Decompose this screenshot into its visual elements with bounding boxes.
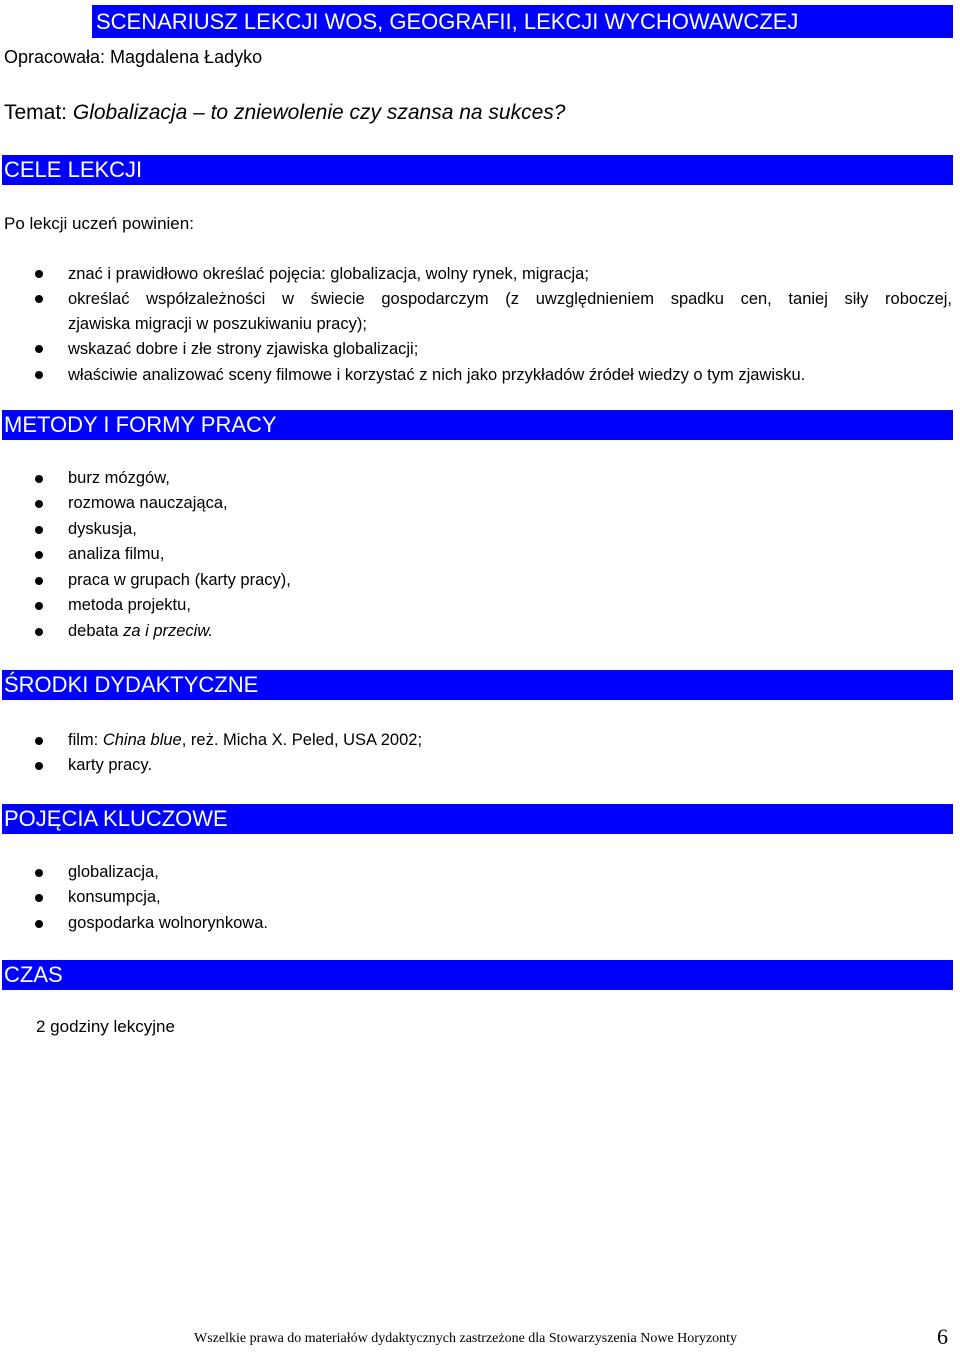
metody-item: analiza filmu,: [68, 545, 165, 563]
pojecia-item: konsumpcja,: [68, 888, 161, 906]
topic-label: Temat:: [4, 101, 73, 124]
bullet-icon: [35, 345, 43, 353]
footer-copyright: Wszelkie prawa do materiałów dydaktycznych zastrzeżone dla Stowarzyszenia Nowe Horyzonty: [194, 1331, 738, 1346]
cele-item: wskazać dobre i złe strony zjawiska globalizacji;: [68, 340, 419, 358]
bullet-icon: [35, 526, 43, 534]
section-heading-pojecia: POJĘCIA KLUCZOWE: [2, 804, 953, 834]
bullet-icon: [35, 295, 43, 303]
page-number: 6: [937, 1324, 948, 1349]
czas-value: 2 godziny lekcyjne: [36, 1017, 175, 1036]
bullet-icon: [35, 577, 43, 585]
section-heading-cele: CELE LEKCJI: [2, 155, 953, 185]
metody-item: burz mózgów,: [68, 469, 170, 487]
author-line: Opracowała: Magdalena Ładyko: [4, 47, 263, 67]
topic-value: Globalizacja – to zniewolenie czy szansa na sukces?: [72, 101, 566, 124]
metody-item: metoda projektu,: [68, 596, 191, 614]
metody-item: rozmowa nauczająca,: [68, 494, 228, 512]
bullet-icon: [35, 602, 43, 610]
bullet-icon: [35, 894, 43, 902]
pojecia-item: gospodarka wolnorynkowa.: [68, 914, 268, 932]
bullet-icon: [35, 270, 43, 278]
section-heading-metody: METODY I FORMY PRACY: [2, 410, 953, 440]
section-heading-czas: CZAS: [2, 960, 953, 990]
metody-item: praca w grupach (karty pracy),: [68, 571, 291, 589]
cele-item: właściwie analizować sceny filmowe i korzystać z nich jako przykładów źródeł wiedzy o tym zjawisku.: [68, 366, 806, 384]
srodki-item-film: [68, 729, 422, 751]
metody-item: dyskusja,: [68, 520, 137, 538]
bullet-icon: [35, 920, 43, 928]
cele-intro: Po lekcji uczeń powinien:: [4, 214, 194, 233]
metody-last-italic: za i przeciw.: [123, 622, 213, 640]
bullet-icon: [35, 500, 43, 508]
section-heading-srodki: ŚRODKI DYDAKTYCZNE: [2, 670, 953, 700]
film-prefix: film:: [68, 731, 103, 749]
document-title: SCENARIUSZ LEKCJI WOS, GEOGRAFII, LEKCJI WYCHOWAWCZEJ: [92, 5, 953, 38]
pojecia-item: globalizacja,: [68, 863, 159, 881]
cele-item: znać i prawidłowo określać pojęcia: globalizacja, wolny rynek, migracja;: [68, 265, 589, 283]
cele-item: określać współzależności w świecie gospodarczym (z uwzględnieniem spadku cen, taniej siły roboczej,: [68, 290, 952, 308]
bullet-icon: [35, 475, 43, 483]
bullet-icon: [35, 371, 43, 379]
metody-item: [68, 620, 213, 642]
metody-last-prefix: debata: [68, 622, 124, 640]
film-rest: , reż. Micha X. Peled, USA 2002;: [181, 731, 423, 749]
srodki-item: karty pracy.: [68, 756, 153, 774]
film-title: China blue: [102, 731, 182, 749]
topic-line: [4, 100, 565, 126]
bullet-icon: [35, 551, 43, 559]
bullet-icon: [35, 628, 43, 636]
bullet-icon: [35, 869, 43, 877]
cele-item-continuation: zjawiska migracji w poszukiwaniu pracy);: [68, 315, 367, 333]
bullet-icon: [35, 762, 43, 770]
bullet-icon: [35, 737, 43, 745]
